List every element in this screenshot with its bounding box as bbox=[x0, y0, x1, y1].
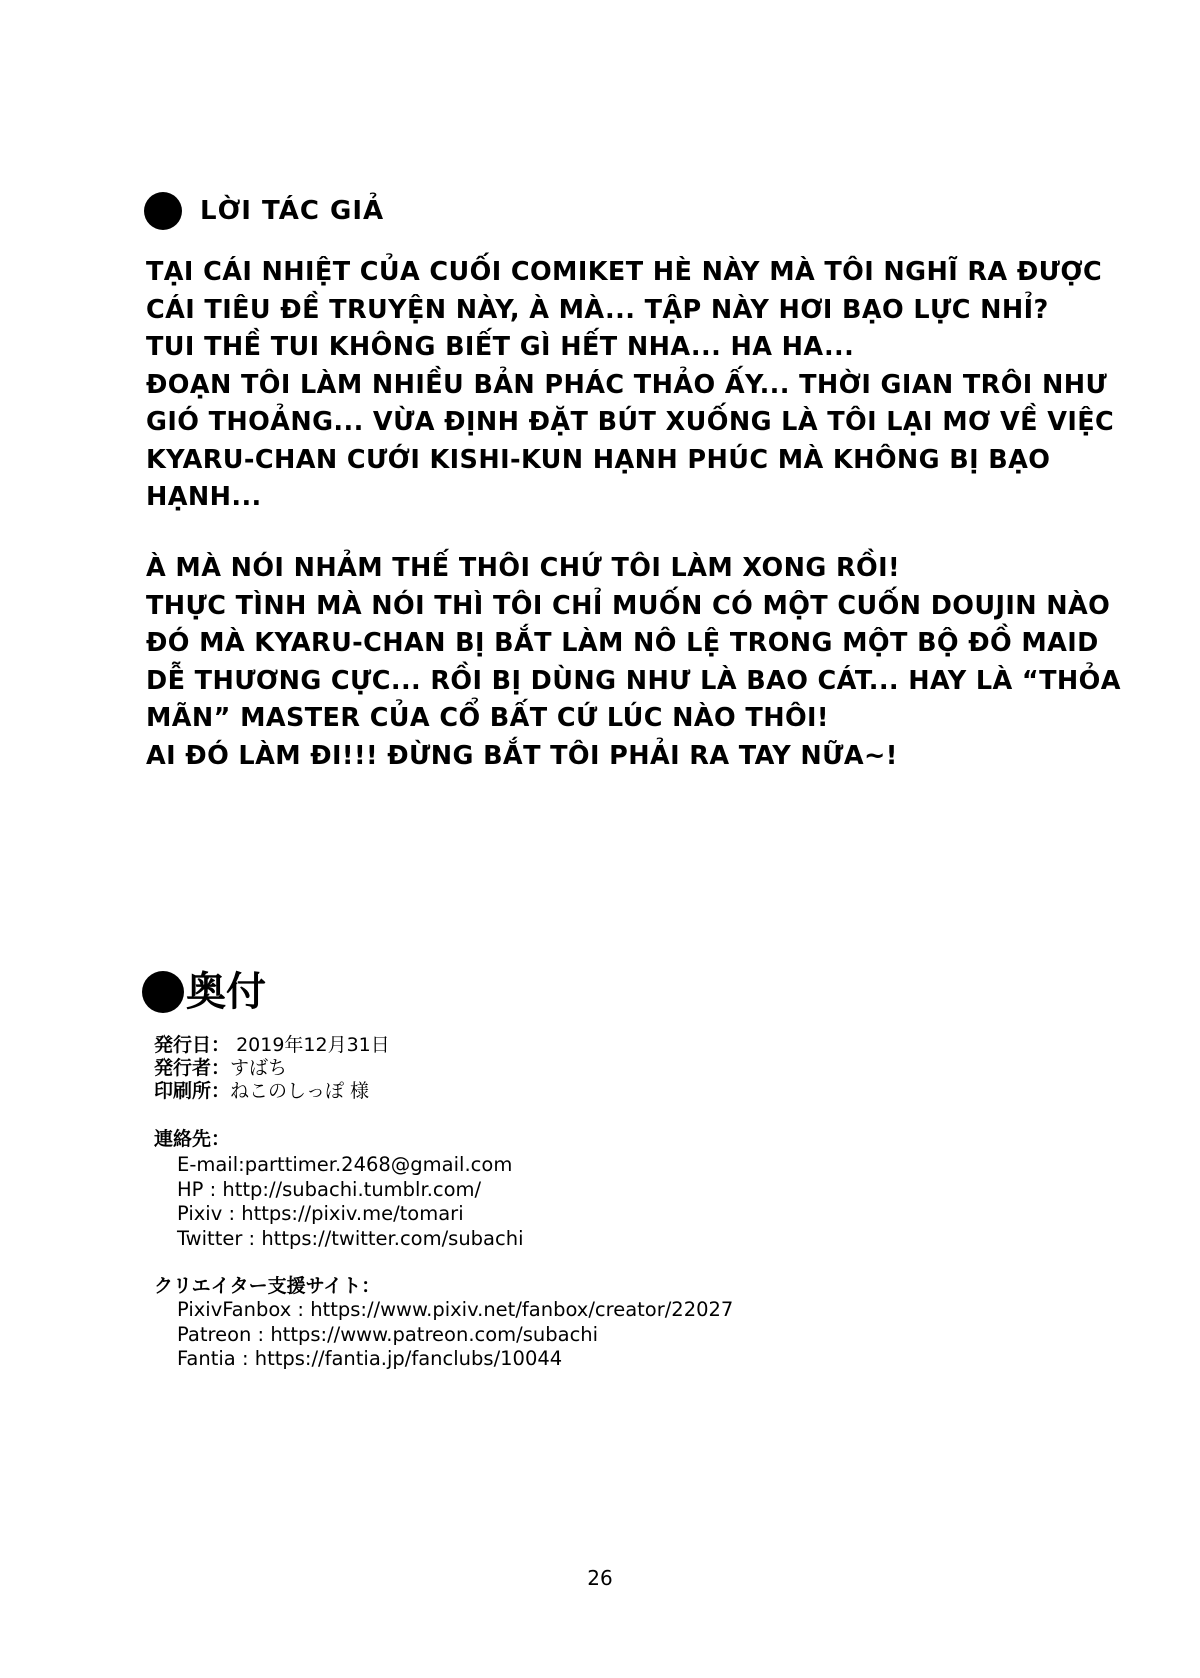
publisher-value: すばち bbox=[230, 1057, 288, 1079]
colophon-title: 奥付 bbox=[186, 969, 266, 1015]
note-line: CÁI TIÊU ĐỀ TRUYỆN NÀY, À MÀ... TẬP NÀY HƠI BẠO LỰC NHỈ? bbox=[146, 294, 1049, 325]
contact-label: 連絡先： bbox=[154, 1128, 231, 1150]
colophon-heading bbox=[142, 968, 266, 1016]
contact-pixiv[interactable]: Pixiv : https://pixiv.me/tomari bbox=[177, 1202, 464, 1225]
bullet-circle-icon bbox=[142, 971, 184, 1013]
note-line: ĐÓ MÀ KYARU-CHAN BỊ BẮT LÀM NÔ LỆ TRONG MỘT BỘ ĐỒ MAID bbox=[146, 628, 1099, 658]
note-line: KYARU-CHAN CƯỚI KISHI-KUN HẠNH PHÚC MÀ KHÔNG BỊ BẠO bbox=[146, 444, 1051, 475]
bullet-circle-icon bbox=[144, 192, 182, 230]
note-line: GIÓ THOẢNG... VỪA ĐỊNH ĐẶT BÚT XUỐNG LÀ TÔI LẠI MƠ VỀ VIỆC bbox=[146, 407, 1115, 437]
author-note-title: LỜI TÁC GIẢ bbox=[200, 196, 385, 226]
publication-date-row bbox=[154, 1034, 390, 1057]
publisher-row bbox=[154, 1057, 390, 1080]
publisher-label: 発行者： bbox=[154, 1057, 231, 1079]
note-line: À MÀ NÓI NHẢM THẾ THÔI CHỨ TÔI LÀM XONG RỒI! bbox=[146, 553, 900, 583]
creator-support-label: クリエイター支援サイト： bbox=[154, 1275, 381, 1297]
note-line: AI ĐÓ LÀM ĐI!!! ĐỪNG BẮT TÔI PHẢI RA TAY NỮA~! bbox=[146, 740, 898, 771]
publication-info bbox=[154, 1034, 390, 1103]
note-line: TUI THỀ TUI KHÔNG BIẾT GÌ HẾT NHA... HA HA... bbox=[146, 332, 855, 362]
note-line: ĐOẠN TÔI LÀM NHIỀU BẢN PHÁC THẢO ẤY... THỜI GIAN TRÔI NHƯ bbox=[146, 369, 1108, 400]
note-line: HẠNH... bbox=[146, 482, 262, 512]
note-line: TẠI CÁI NHIỆT CỦA CUỐI COMIKET HÈ NÀY MÀ TÔI NGHĨ RA ĐƯỢC bbox=[146, 257, 1103, 287]
creator-support-list bbox=[177, 1298, 733, 1372]
printer-label: 印刷所： bbox=[154, 1080, 231, 1102]
note-line: MÃN” MASTER CỦA CỔ BẤT CỨ LÚC NÀO THÔI! bbox=[146, 703, 829, 733]
contact-email[interactable]: E-mail:parttimer.2468@gmail.com bbox=[177, 1153, 513, 1176]
contact-list bbox=[177, 1153, 524, 1251]
author-note-heading bbox=[144, 192, 384, 230]
author-note-paragraph-1 bbox=[146, 254, 1115, 517]
page-number: 26 bbox=[587, 1566, 613, 1590]
note-line: DỄ THƯƠNG CỰC... RỒI BỊ DÙNG NHƯ LÀ BAO CÁT... HAY LÀ “THỎA bbox=[146, 665, 1121, 696]
publication-date-label: 発行日： bbox=[154, 1034, 231, 1056]
creator-site-fantia[interactable]: Fantia : https://fantia.jp/fanclubs/10044 bbox=[177, 1347, 563, 1370]
publication-date-value: 2019年12月31日 bbox=[236, 1034, 390, 1056]
note-line: THỰC TÌNH MÀ NÓI THÌ TÔI CHỈ MUỐN CÓ MỘT CUỐN DOUJIN NÀO bbox=[146, 590, 1111, 621]
contact-homepage[interactable]: HP : http://subachi.tumblr.com/ bbox=[177, 1177, 482, 1201]
printer-value: ねこのしっぽ 様 bbox=[230, 1080, 370, 1102]
printer-row bbox=[154, 1080, 390, 1103]
author-note-paragraph-2 bbox=[146, 550, 1121, 775]
creator-site-patreon[interactable]: Patreon : https://www.patreon.com/subachi bbox=[177, 1322, 599, 1346]
contact-twitter[interactable]: Twitter : https://twitter.com/subachi bbox=[177, 1226, 524, 1250]
creator-site-pixivfanbox[interactable]: PixivFanbox : https://www.pixiv.net/fanbox/creator/22027 bbox=[177, 1298, 734, 1321]
